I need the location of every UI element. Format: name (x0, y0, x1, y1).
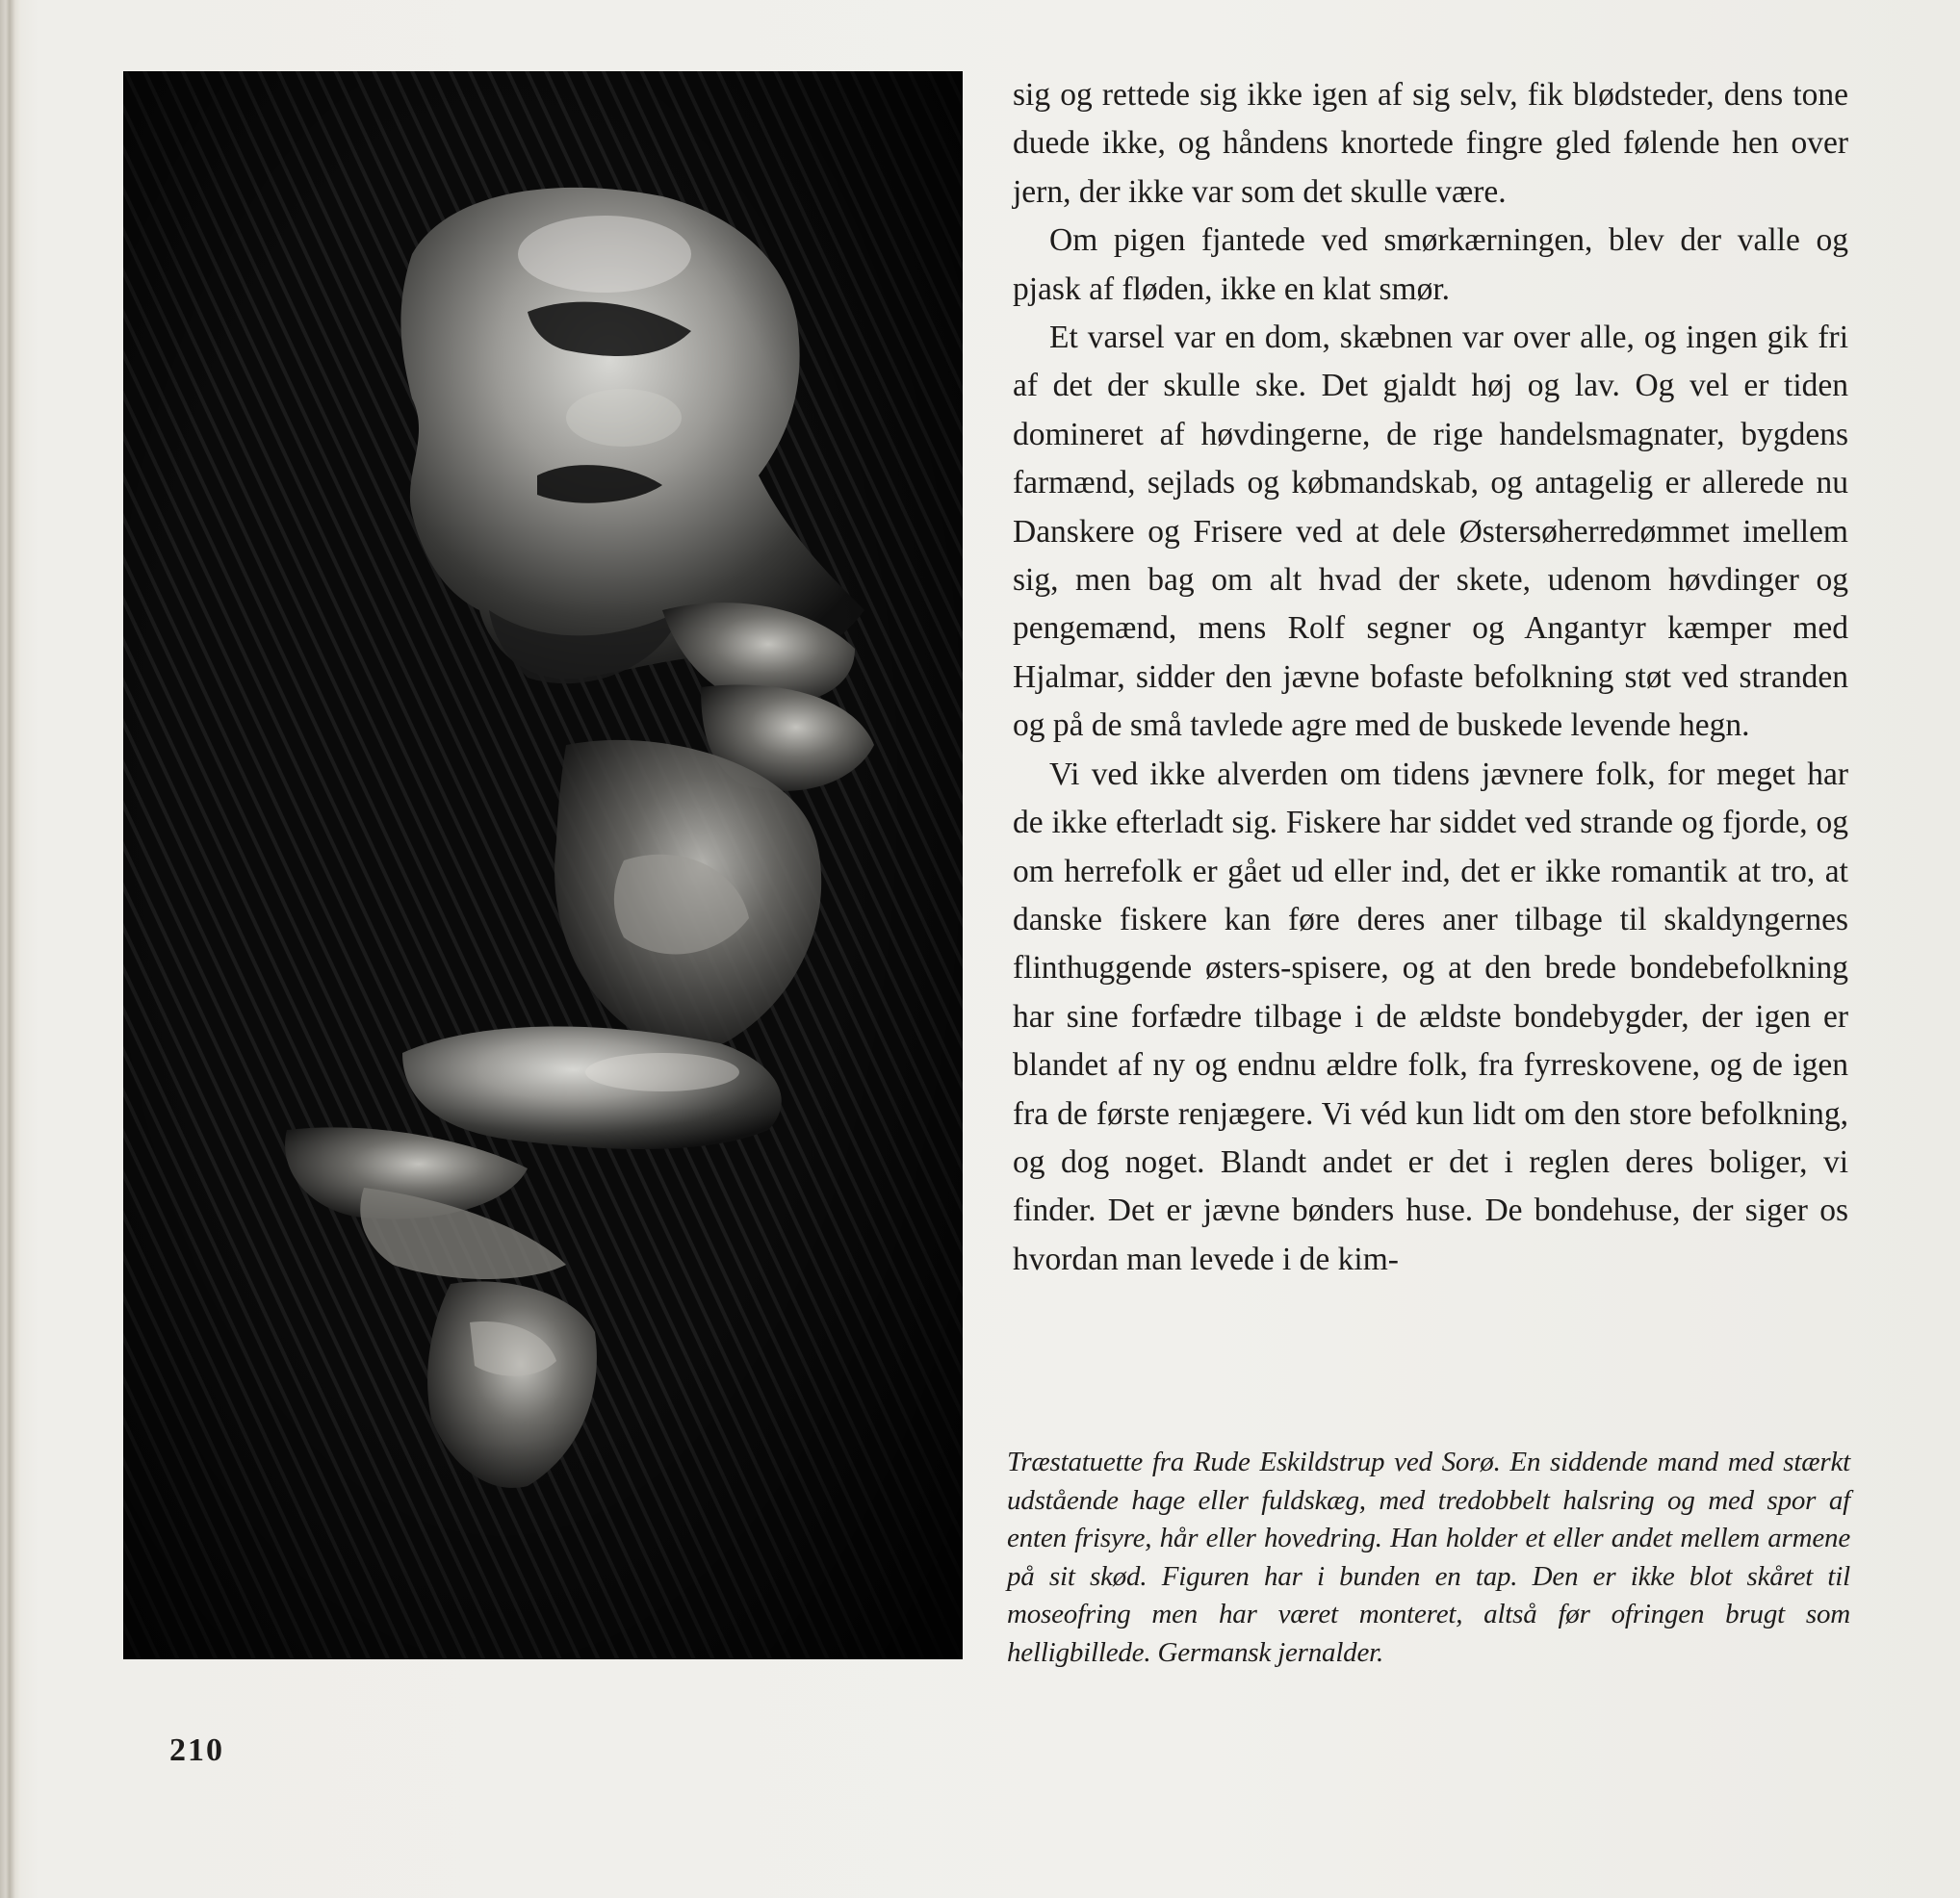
wooden-statuette-photo (123, 71, 963, 1659)
statuette-image (123, 71, 963, 1659)
book-spine-edge (0, 0, 21, 1898)
paragraph-3: Et varsel var en dom, skæbnen var over alle, og ingen gik fri af det der skulle ske. Det gjaldt høj og lav. Og vel er tiden domineret af høvdingerne, de rige handelsmagnater, bygdens farmænd, sejlads og købmandskab, og antagelig er allerede nu Danskere og Frisere ved at dele Østersøherredømmet imellem sig, men bag om alt hvad der skete, udenom høvdinger og pengemænd, mens Rolf segner og Angantyr kæmper med Hjalmar, sidder den jævne bofaste befolkning støt ved stranden og på de små tavlede agre med de buskede levende hegn. (1013, 320, 1848, 744)
main-text-column (1013, 71, 1848, 1284)
paragraph-2: Om pigen fjantede ved smørkærningen, blev der valle og pjask af fløden, ikke en klat smør. (1013, 222, 1848, 307)
paragraph-4: Vi ved ikke alverden om tidens jævnere folk, for meget har de ikke efterladt sig. Fiskere har siddet ved strande og fjorde, og om herrefolk er gået ud eller ind, det er ikke romantik at tro, at danske fiskere kan føre deres aner tilbage til skaldyngernes flinthuggende østers-spisere, og at den brede bondebefolkning har sine forfædre tilbage i de ældste bondebygder, der igen er blandet af ny og endnu ældre folk, fra fyrreskovene, og de igen fra de første renjægere. Vi véd kun lidt om den store befolkning, og dog noget. Blandt andet er det i reglen deres boliger, vi finder. Det er jævne bønders huse. De bondehuse, der siger os hvordan man levede i de kim- (1013, 756, 1848, 1277)
page-number: 210 (169, 1732, 224, 1768)
paragraph-1: sig og rettede sig ikke igen af sig selv, fik blødsteder, dens tone duede ikke, og håndens knortede fingre gled følende hen over jern, der ikke var som det skulle være. (1013, 77, 1848, 210)
photo-caption: Træstatuette fra Rude Eskildstrup ved Sorø. En siddende mand med stærkt udstående hage eller fuldskæg, med tredobbelt halsring og med spor af enten frisyre, hår eller hovedring. Han holder et eller andet mellem armene på sit skød. Figuren har i bunden en tap. Den er ikke blot skåret til moseofring men har været monteret, altså før ofringen brugt som helligbillede. Germansk jernalder. (1007, 1447, 1850, 1668)
